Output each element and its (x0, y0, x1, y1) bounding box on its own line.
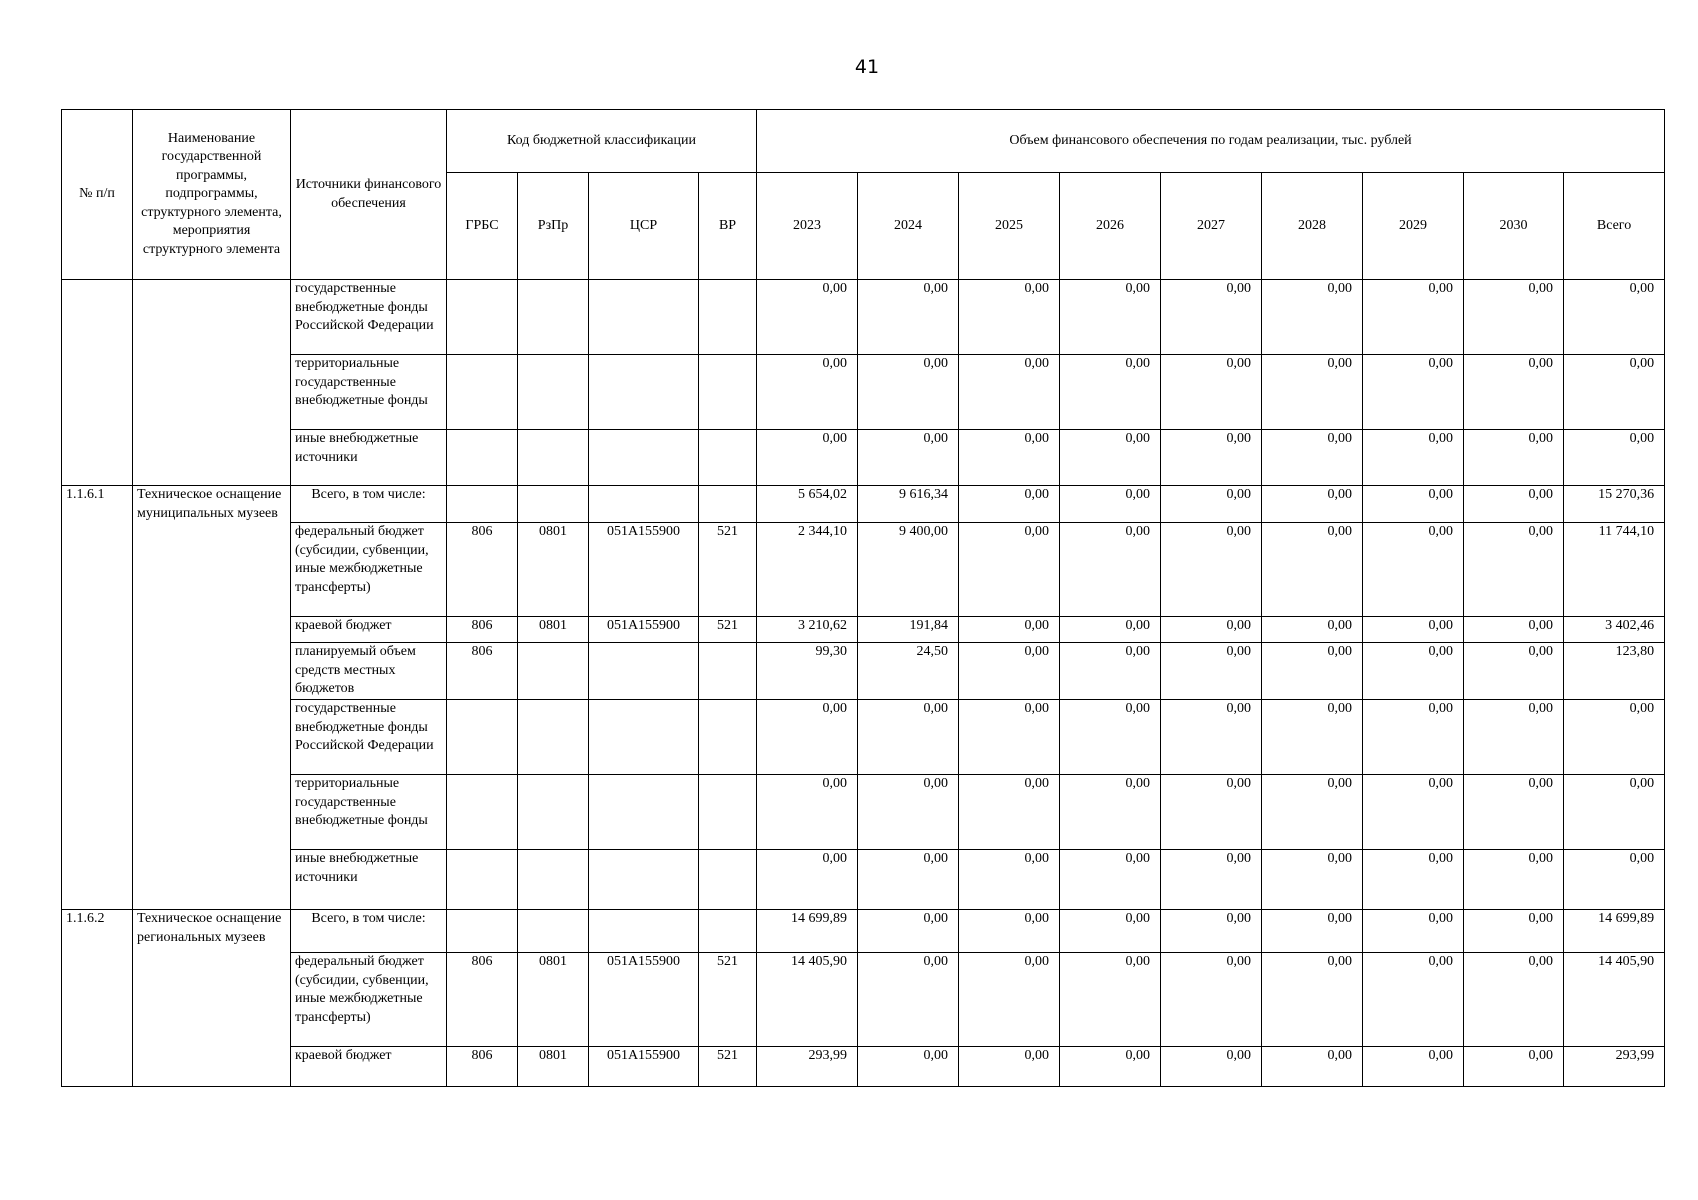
value-cell: 99,30 (757, 643, 858, 700)
rzpr-cell: 0801 (518, 1047, 589, 1087)
value-cell: 0,00 (959, 280, 1060, 355)
value-cell: 0,00 (757, 850, 858, 910)
value-cell: 0,00 (959, 1047, 1060, 1087)
source-cell: краевой бюджет (291, 1047, 447, 1087)
rzpr-cell (518, 486, 589, 523)
value-cell: 0,00 (1464, 617, 1564, 643)
value-cell: 0,00 (1262, 775, 1363, 850)
value-cell: 0,00 (757, 280, 858, 355)
value-cell: 123,80 (1564, 643, 1665, 700)
header-year-2023: 2023 (757, 173, 858, 280)
item-number: 1.1.6.2 (62, 910, 133, 1087)
csr-cell (589, 775, 699, 850)
value-cell: 0,00 (1060, 775, 1161, 850)
header-year-2025: 2025 (959, 173, 1060, 280)
value-cell: 3 210,62 (757, 617, 858, 643)
value-cell: 0,00 (1161, 953, 1262, 1047)
header-year-2024: 2024 (858, 173, 959, 280)
value-cell: 0,00 (1564, 430, 1665, 486)
header-year-2029: 2029 (1363, 173, 1464, 280)
value-cell: 0,00 (1464, 355, 1564, 430)
value-cell: 0,00 (1161, 910, 1262, 953)
table-row (62, 775, 1665, 850)
value-cell: 0,00 (1464, 1047, 1564, 1087)
value-cell: 0,00 (1060, 700, 1161, 775)
csr-cell (589, 486, 699, 523)
table-row-total (62, 486, 1665, 523)
value-cell: 0,00 (1363, 953, 1464, 1047)
value-cell: 0,00 (1060, 280, 1161, 355)
header-year-2030: 2030 (1464, 173, 1564, 280)
value-cell: 0,00 (1464, 486, 1564, 523)
value-cell: 0,00 (1161, 355, 1262, 430)
value-cell: 0,00 (1060, 486, 1161, 523)
value-cell: 0,00 (1363, 523, 1464, 617)
header-source: Источники финансового обеспечения (291, 110, 447, 280)
value-cell: 293,99 (757, 1047, 858, 1087)
value-cell: 0,00 (1363, 486, 1464, 523)
source-cell: федеральный бюджет (субсидии, субвенции, иные межбюджетные трансферты) (291, 523, 447, 617)
csr-cell (589, 430, 699, 486)
item-name: Техническое оснащение региональных музеев (133, 910, 291, 1087)
value-cell: 0,00 (1464, 643, 1564, 700)
source-cell: иные внебюджетные источники (291, 850, 447, 910)
page-number: 41 (854, 56, 880, 78)
value-cell: 14 699,89 (1564, 910, 1665, 953)
value-cell: 0,00 (959, 643, 1060, 700)
table-row-total (62, 910, 1665, 953)
csr-cell: 051A155900 (589, 953, 699, 1047)
value-cell: 293,99 (1564, 1047, 1665, 1087)
vr-cell (699, 643, 757, 700)
value-cell: 0,00 (1161, 486, 1262, 523)
vr-cell (699, 280, 757, 355)
csr-cell (589, 280, 699, 355)
vr-cell (699, 850, 757, 910)
value-cell: 0,00 (1262, 953, 1363, 1047)
grbs-cell: 806 (447, 523, 518, 617)
value-cell: 0,00 (1363, 280, 1464, 355)
value-cell: 0,00 (1564, 775, 1665, 850)
csr-cell (589, 700, 699, 775)
value-cell: 0,00 (1363, 355, 1464, 430)
header-year-2027: 2027 (1161, 173, 1262, 280)
value-cell: 0,00 (858, 1047, 959, 1087)
vr-cell: 521 (699, 523, 757, 617)
value-cell: 0,00 (1363, 700, 1464, 775)
table-row (62, 617, 1665, 643)
source-cell: краевой бюджет (291, 617, 447, 643)
vr-cell (699, 355, 757, 430)
value-cell: 0,00 (1262, 910, 1363, 953)
value-cell: 0,00 (1060, 523, 1161, 617)
value-cell: 0,00 (1262, 486, 1363, 523)
value-cell: 0,00 (1464, 775, 1564, 850)
grbs-cell: 806 (447, 617, 518, 643)
value-cell: 0,00 (1262, 643, 1363, 700)
table-row (62, 1047, 1665, 1087)
source-cell: территориальные государственные внебюджетные фонды (291, 355, 447, 430)
value-cell: 0,00 (858, 430, 959, 486)
source-cell: Всего, в том числе: (291, 486, 447, 523)
value-cell: 0,00 (858, 850, 959, 910)
value-cell: 0,00 (1262, 280, 1363, 355)
csr-cell: 051A155900 (589, 1047, 699, 1087)
value-cell: 0,00 (1262, 430, 1363, 486)
csr-cell (589, 850, 699, 910)
source-cell: Всего, в том числе: (291, 910, 447, 953)
rzpr-cell (518, 775, 589, 850)
value-cell: 11 744,10 (1564, 523, 1665, 617)
value-cell: 0,00 (959, 850, 1060, 910)
csr-cell: 051A155900 (589, 523, 699, 617)
value-cell: 0,00 (959, 617, 1060, 643)
rzpr-cell (518, 430, 589, 486)
value-cell: 0,00 (1060, 643, 1161, 700)
value-cell: 0,00 (1161, 280, 1262, 355)
value-cell: 0,00 (858, 280, 959, 355)
value-cell: 0,00 (1363, 775, 1464, 850)
value-cell: 0,00 (1564, 280, 1665, 355)
value-cell: 5 654,02 (757, 486, 858, 523)
rzpr-cell: 0801 (518, 617, 589, 643)
table-row (62, 643, 1665, 700)
value-cell: 191,84 (858, 617, 959, 643)
value-cell: 0,00 (858, 700, 959, 775)
source-cell: планируемый объем средств местных бюджетов (291, 643, 447, 700)
value-cell: 0,00 (1060, 430, 1161, 486)
value-cell: 0,00 (959, 523, 1060, 617)
value-cell: 0,00 (1564, 355, 1665, 430)
value-cell: 3 402,46 (1564, 617, 1665, 643)
value-cell: 24,50 (858, 643, 959, 700)
value-cell: 0,00 (757, 700, 858, 775)
value-cell: 0,00 (1363, 430, 1464, 486)
source-cell: государственные внебюджетные фонды Российской Федерации (291, 700, 447, 775)
value-cell: 0,00 (1464, 953, 1564, 1047)
grbs-cell (447, 430, 518, 486)
header-group-volume: Объем финансового обеспечения по годам реализации, тыс. рублей (757, 110, 1665, 173)
value-cell: 0,00 (1262, 1047, 1363, 1087)
rzpr-cell: 0801 (518, 953, 589, 1047)
value-cell: 0,00 (959, 910, 1060, 953)
vr-cell (699, 700, 757, 775)
value-cell: 0,00 (1161, 430, 1262, 486)
value-cell: 0,00 (1464, 850, 1564, 910)
name-cell (133, 280, 291, 486)
grbs-cell (447, 850, 518, 910)
item-number: 1.1.6.1 (62, 486, 133, 910)
table-body (62, 280, 1665, 1087)
value-cell: 0,00 (1161, 775, 1262, 850)
value-cell: 0,00 (1464, 430, 1564, 486)
value-cell: 0,00 (1464, 910, 1564, 953)
table-row (62, 355, 1665, 430)
source-cell: иные внебюджетные источники (291, 430, 447, 486)
value-cell: 0,00 (757, 355, 858, 430)
header-group-code: Код бюджетной классификации (447, 110, 757, 173)
csr-cell (589, 643, 699, 700)
value-cell: 0,00 (1161, 850, 1262, 910)
value-cell: 0,00 (1464, 523, 1564, 617)
value-cell: 0,00 (1564, 850, 1665, 910)
csr-cell (589, 910, 699, 953)
value-cell: 0,00 (858, 953, 959, 1047)
value-cell: 0,00 (1363, 910, 1464, 953)
value-cell: 0,00 (1363, 850, 1464, 910)
value-cell: 0,00 (959, 700, 1060, 775)
value-cell: 0,00 (858, 775, 959, 850)
vr-cell: 521 (699, 953, 757, 1047)
vr-cell (699, 430, 757, 486)
item-name: Техническое оснащение муниципальных музеев (133, 486, 291, 910)
value-cell: 0,00 (1060, 953, 1161, 1047)
value-cell: 0,00 (1060, 1047, 1161, 1087)
table-row (62, 280, 1665, 355)
value-cell: 0,00 (1262, 617, 1363, 643)
table-row (62, 953, 1665, 1047)
value-cell: 0,00 (1060, 617, 1161, 643)
vr-cell (699, 910, 757, 953)
value-cell: 0,00 (1564, 700, 1665, 775)
grbs-cell: 806 (447, 953, 518, 1047)
budget-table (61, 109, 1665, 1087)
header-total: Всего (1564, 173, 1665, 280)
value-cell: 0,00 (1060, 355, 1161, 430)
csr-cell (589, 355, 699, 430)
value-cell: 0,00 (959, 486, 1060, 523)
value-cell: 15 270,36 (1564, 486, 1665, 523)
rzpr-cell (518, 643, 589, 700)
table-row (62, 700, 1665, 775)
table-row (62, 850, 1665, 910)
header-vr: ВР (699, 173, 757, 280)
source-cell: государственные внебюджетные фонды Российской Федерации (291, 280, 447, 355)
value-cell: 0,00 (1161, 523, 1262, 617)
value-cell: 0,00 (1161, 617, 1262, 643)
value-cell: 0,00 (959, 775, 1060, 850)
table-row (62, 430, 1665, 486)
value-cell: 9 400,00 (858, 523, 959, 617)
grbs-cell (447, 355, 518, 430)
vr-cell: 521 (699, 1047, 757, 1087)
grbs-cell (447, 910, 518, 953)
value-cell: 0,00 (1161, 700, 1262, 775)
value-cell: 0,00 (959, 953, 1060, 1047)
header-num: № п/п (62, 110, 133, 280)
table-row (62, 523, 1665, 617)
value-cell: 9 616,34 (858, 486, 959, 523)
value-cell: 0,00 (1060, 850, 1161, 910)
value-cell: 0,00 (1262, 523, 1363, 617)
value-cell: 0,00 (1363, 1047, 1464, 1087)
rzpr-cell (518, 850, 589, 910)
rzpr-cell (518, 355, 589, 430)
value-cell: 0,00 (1464, 700, 1564, 775)
grbs-cell (447, 280, 518, 355)
header-year-2026: 2026 (1060, 173, 1161, 280)
value-cell: 0,00 (1060, 910, 1161, 953)
value-cell: 0,00 (1363, 617, 1464, 643)
value-cell: 0,00 (1363, 643, 1464, 700)
header-csr: ЦСР (589, 173, 699, 280)
value-cell: 0,00 (1161, 643, 1262, 700)
value-cell: 0,00 (757, 430, 858, 486)
header-rzpr: РзПр (518, 173, 589, 280)
vr-cell (699, 486, 757, 523)
header-grbs: ГРБС (447, 173, 518, 280)
value-cell: 14 405,90 (1564, 953, 1665, 1047)
grbs-cell (447, 486, 518, 523)
vr-cell: 521 (699, 617, 757, 643)
value-cell: 14 699,89 (757, 910, 858, 953)
grbs-cell (447, 775, 518, 850)
rzpr-cell (518, 910, 589, 953)
value-cell: 2 344,10 (757, 523, 858, 617)
value-cell: 0,00 (1262, 700, 1363, 775)
value-cell: 0,00 (858, 910, 959, 953)
rzpr-cell: 0801 (518, 523, 589, 617)
table-header (62, 110, 1665, 280)
num-cell (62, 280, 133, 486)
value-cell: 14 405,90 (757, 953, 858, 1047)
rzpr-cell (518, 280, 589, 355)
value-cell: 0,00 (757, 775, 858, 850)
header-name: Наименование государственной программы, подпрограммы, структурного элемента, мероприятия структурного элемента (133, 110, 291, 280)
value-cell: 0,00 (1262, 355, 1363, 430)
rzpr-cell (518, 700, 589, 775)
vr-cell (699, 775, 757, 850)
value-cell: 0,00 (1464, 280, 1564, 355)
grbs-cell: 806 (447, 1047, 518, 1087)
value-cell: 0,00 (1161, 1047, 1262, 1087)
grbs-cell (447, 700, 518, 775)
grbs-cell: 806 (447, 643, 518, 700)
header-year-2028: 2028 (1262, 173, 1363, 280)
source-cell: федеральный бюджет (субсидии, субвенции, иные межбюджетные трансферты) (291, 953, 447, 1047)
value-cell: 0,00 (858, 355, 959, 430)
source-cell: территориальные государственные внебюджетные фонды (291, 775, 447, 850)
value-cell: 0,00 (1262, 850, 1363, 910)
value-cell: 0,00 (959, 355, 1060, 430)
value-cell: 0,00 (959, 430, 1060, 486)
csr-cell: 051A155900 (589, 617, 699, 643)
